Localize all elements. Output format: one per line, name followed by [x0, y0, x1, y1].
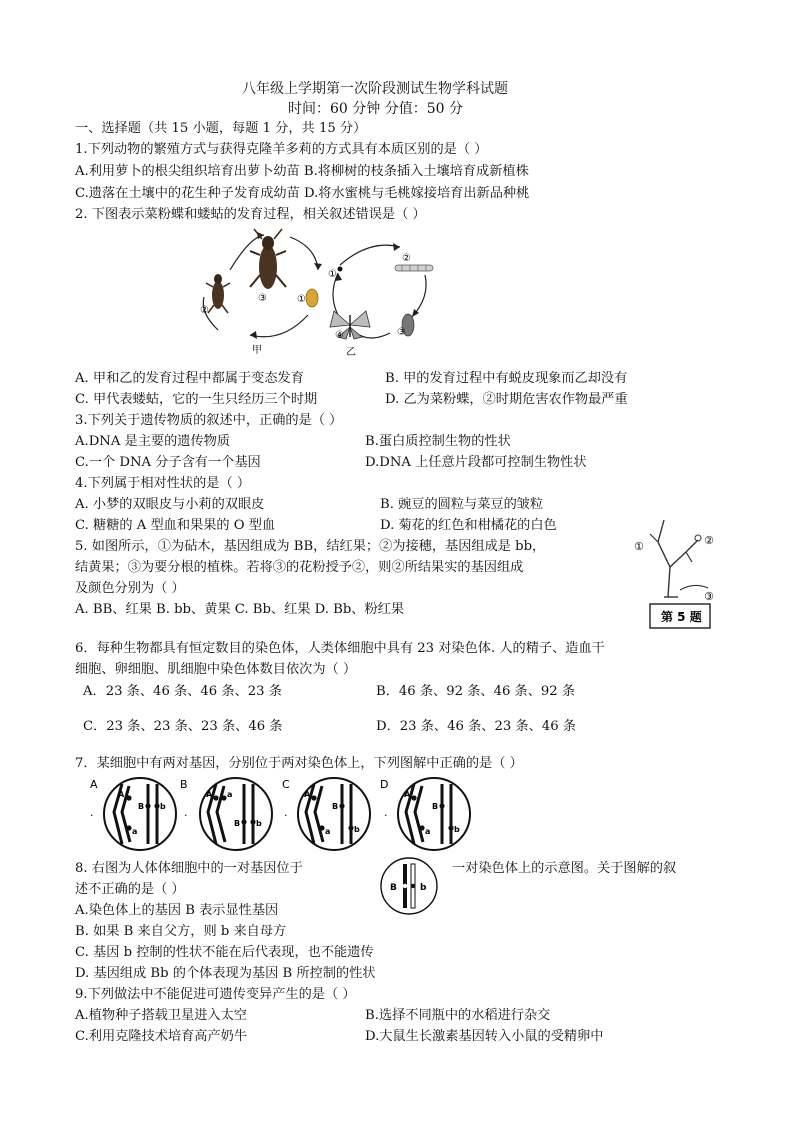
grafted-plant-icon	[650, 520, 708, 597]
yi-label-4: ④	[335, 330, 344, 341]
q3-option-c: C.一个 DNA 分子含有一个基因	[75, 455, 261, 470]
q7d-gene-A: A	[404, 790, 411, 799]
q5-options: A. BB、红果 B. bb、黄果 C. Bb、红果 D. Bb、粉红果	[75, 602, 405, 617]
mole-cricket-nymph	[206, 274, 230, 313]
svg-text:.: .	[384, 806, 388, 819]
q2-option-b: B. 甲的发育过程中有蜕皮现象而乙却没有	[385, 371, 628, 386]
q2-option-a: A. 甲和乙的发育过程中都属于变态发育	[75, 371, 304, 386]
q7-letter-c: C	[282, 778, 290, 791]
jia-label-2: ②	[200, 305, 209, 316]
yi-label-1: ①	[328, 269, 337, 280]
q2-option-c: C. 甲代表蝼蛄，它的一生只经历三个时期	[75, 392, 318, 407]
q6-line-1: 6．每种生物都具有恒定数目的染色体，人类体细胞中具有 23 对染色体. 人的精子、造血干	[75, 641, 605, 656]
q8-option-c: C. 基因 b 控制的性状不能在后代表现，也不能遗传	[75, 945, 374, 960]
q8-option-d: D. 基因组成 Bb 的个体表现为基因 B 所控制的性状	[75, 966, 376, 981]
q5-line-2: 结黄果；③为要分根的植株。若将③的花粉授予②，则②所结果实的基因组成	[75, 560, 524, 575]
q6-option-c: C．23 条、23 条、23 条、46 条	[83, 719, 283, 734]
q7d-gene-a: a	[425, 827, 431, 836]
q8-gene-pair-figure	[378, 856, 440, 916]
svg-text:.: .	[184, 806, 188, 819]
q9-option-b: B.选择不同瓶中的水稻进行杂交	[365, 1008, 551, 1023]
cycle-jia	[200, 229, 322, 356]
q7b-gene-B: B	[234, 819, 241, 828]
q8-line-2: 述不正确的是（ ）	[75, 882, 185, 897]
q7b-gene-A: A	[206, 790, 213, 799]
q7-cell-b	[180, 778, 272, 850]
q7-letter-b: B	[180, 778, 188, 791]
q7-letter-d: D	[380, 778, 389, 791]
q7-stem: 7．某细胞中有两对基因，分别位于两对染色体上，下列图解中正确的是（ ）	[75, 756, 523, 771]
q7c-gene-B: B	[332, 802, 339, 811]
q7a-gene-B: B	[138, 802, 145, 811]
q7-cell-a	[90, 778, 176, 850]
cycle-yi	[328, 243, 433, 358]
q9-option-a: A.植物种子搭载卫星进入太空	[75, 1008, 247, 1023]
exam-title: 八年级上学期第一次阶段测试生物学科试题	[242, 81, 508, 97]
q8-line-1b: 一对染色体上的示意图。关于图解的叙	[452, 861, 677, 876]
q8-option-b: B. 如果 B 来自父方，则 b 来自母方	[75, 924, 287, 939]
butterfly-egg-icon	[338, 267, 343, 272]
q4-stem: 4.下列属于相对性状的是（ ）	[75, 476, 251, 491]
q1-options-cd: C.遗落在土壤中的花生种子发育成幼苗 D.将水蜜桃与毛桃嫁接培育出新品种桃	[75, 186, 530, 201]
q8-option-a: A.染色体上的基因 B 表示显性基因	[75, 903, 279, 918]
fig5-label-3: ③	[704, 590, 714, 603]
fig5-caption: 第 5 题	[661, 610, 702, 624]
q9-option-d: D.大鼠生长激素基因转入小鼠的受精卵中	[365, 1029, 604, 1044]
q7a-gene-a: a	[132, 827, 138, 836]
q7d-gene-B: B	[432, 802, 439, 811]
caterpillar-icon	[395, 265, 433, 271]
q4-option-a: A. 小梦的双眼皮与小莉的双眼皮	[75, 497, 265, 512]
yi-label-2: ②	[402, 253, 411, 264]
q5-grafting-figure	[628, 512, 724, 632]
q7c-gene-a: a	[325, 827, 331, 836]
q7b-gene-b: b	[256, 819, 262, 828]
fig5-label-2: ②	[704, 534, 714, 547]
q6-option-a: A．23 条、46 条、46 条、23 条	[83, 684, 282, 699]
q9-option-c: C.利用克隆技术培育高产奶牛	[75, 1029, 248, 1044]
q7-cell-d	[380, 778, 470, 850]
q3-option-b: B.蛋白质控制生物的性状	[365, 434, 511, 449]
q1-options-ab: A.利用萝卜的根尖组织培育出萝卜幼苗 B.将柳树的枝条插入土壤培育成新植株	[75, 164, 529, 179]
q3-stem: 3.下列关于遗传物质的叙述中，正确的是（ ）	[75, 413, 343, 428]
mole-cricket-adult	[250, 229, 286, 289]
q7-letter-a: A	[90, 778, 98, 791]
q4-option-b: B. 豌豆的圆粒与菜豆的皱粒	[380, 497, 544, 512]
q2-development-figure	[190, 225, 450, 365]
fig5-label-1: ①	[634, 540, 644, 553]
jia-caption: 甲	[252, 345, 262, 356]
yi-caption: 乙	[346, 347, 356, 358]
q5-line-1: 5. 如图所示，①为砧木，基因组成为 BB，结红果；②为接穗，基因组成是 bb，	[75, 539, 546, 554]
q1-stem: 1.下列动物的繁殖方式与获得克隆羊多莉的方式具有本质区别的是（ ）	[75, 142, 488, 157]
jia-label-3: ③	[258, 293, 267, 304]
q7c-gene-b: b	[354, 825, 360, 834]
yi-label-3: ③	[397, 327, 406, 338]
q7-cell-c	[282, 778, 370, 850]
q2-stem: 2. 下图表示菜粉蝶和蝼蛄的发育过程，相关叙述错误是（ ）	[75, 207, 426, 222]
exam-meta: 时间：60 分钟 分值：50 分	[288, 101, 463, 117]
q7-chromosome-figure	[88, 774, 498, 854]
q8-gene-B: B	[390, 883, 397, 893]
q7a-gene-A: A	[118, 790, 125, 799]
q4-option-d: D. 菊花的红色和柑橘花的白色	[380, 518, 557, 533]
q7c-gene-A: A	[304, 790, 311, 799]
egg-icon	[306, 289, 318, 307]
q8-gene-b: b	[420, 883, 427, 893]
q8-line-1a: 8. 右图为人体体细胞中的一对基因位于	[75, 861, 303, 876]
q9-stem: 9.下列做法中不能促进可遗传变异产生的是（ ）	[75, 987, 356, 1002]
q3-option-d: D.DNA 上任意片段都可控制生物性状	[365, 455, 587, 470]
q4-option-c: C. 糖糖的 A 型血和果果的 O 型血	[75, 518, 276, 533]
svg-text:.: .	[284, 806, 288, 819]
q7a-gene-b: b	[160, 802, 166, 811]
jia-label-1: ①	[297, 294, 306, 305]
q6-line-2: 细胞、卵细胞、肌细胞中染色体数目依次为（ ）	[75, 662, 357, 677]
q7b-gene-a: a	[227, 790, 233, 799]
q2-option-d: D. 乙为菜粉蝶，②时期危害农作物最严重	[385, 392, 628, 407]
q7d-gene-b: b	[454, 825, 460, 834]
section-heading: 一、选择题（共 15 小题，每题 1 分，共 15 分）	[75, 121, 367, 136]
q5-line-3: 及颜色分别为（ ）	[75, 581, 185, 596]
q6-option-d: D．23 条、46 条、23 条、46 条	[376, 719, 576, 734]
q3-option-a: A.DNA 是主要的遗传物质	[75, 434, 231, 449]
svg-text:.: .	[90, 806, 94, 819]
q6-option-b: B．46 条、92 条、46 条、92 条	[376, 684, 576, 699]
